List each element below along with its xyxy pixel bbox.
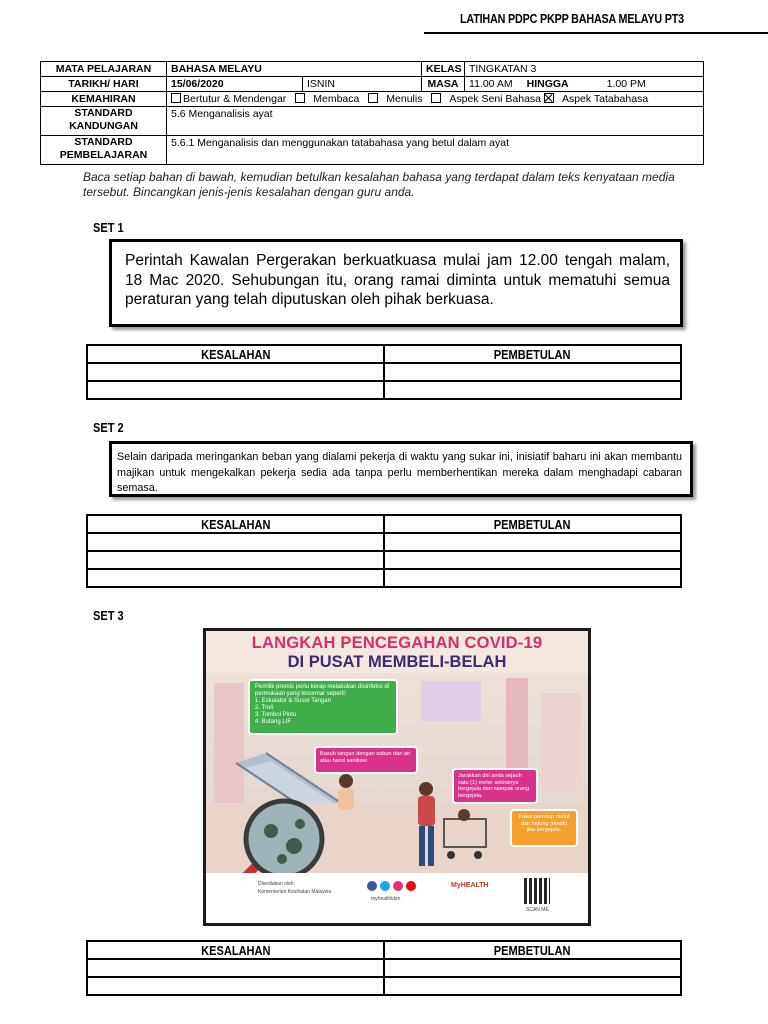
set-3-label: SET 3 bbox=[93, 608, 124, 623]
pembetulan-cell[interactable] bbox=[384, 551, 681, 569]
set-3-answer-table bbox=[86, 940, 682, 996]
mask-info-box: Pakai penutup mulut dan hidung (mask) jika bergejala. bbox=[510, 809, 578, 847]
kelas-label: KELAS bbox=[422, 62, 465, 77]
kemahiran-option-label: Bertutur & Mendengar bbox=[183, 93, 287, 105]
kesalahan-cell[interactable] bbox=[87, 569, 384, 587]
set-1-answer-table bbox=[86, 344, 682, 400]
masa-label: MASA bbox=[422, 77, 465, 92]
handwash-info-box: Basuh tangan dengan sabun dan air atau hand sanitizer. bbox=[314, 746, 418, 774]
kemahiran-option-label: Menulis bbox=[386, 93, 423, 105]
masa-start: 11.00 AM bbox=[469, 78, 513, 90]
social-icons bbox=[366, 879, 426, 893]
set-1-text-box: Perintah Kawalan Pergerakan berkuatkuasa mulai jam 12.00 tengah malam, 18 Mac 2020. Sehubungan itu, orang ramai diminta untuk mematuhi semua peraturan yang telah diputuskan oleh pihak berkuasa. bbox=[109, 239, 683, 327]
poster-footer bbox=[206, 873, 588, 923]
kesalahan-cell[interactable] bbox=[87, 363, 384, 381]
kemahiran-option-label: Membaca bbox=[313, 93, 360, 105]
kesalahan-cell[interactable] bbox=[87, 551, 384, 569]
pembetulan-header-text: PEMBETULAN bbox=[494, 942, 571, 958]
pembetulan-header-text: PEMBETULAN bbox=[494, 516, 571, 532]
kemahiran-option-label: Aspek Tatabahasa bbox=[561, 93, 649, 105]
standard-kandungan-label-line2: KANDUNGAN bbox=[69, 120, 138, 132]
masa-end: 1.00 PM bbox=[606, 78, 646, 90]
hari-value: ISNIN bbox=[303, 77, 422, 92]
hingga-label: HINGGA bbox=[526, 78, 569, 90]
standard-kandungan-label bbox=[41, 107, 167, 136]
checkbox-membaca[interactable] bbox=[295, 93, 305, 103]
poster-title-line2: DI PUSAT MEMBELI-BELAH bbox=[287, 653, 507, 671]
standard-kandungan-label-line1: STANDARD bbox=[74, 107, 133, 119]
set-2-label: SET 2 bbox=[93, 420, 124, 435]
kesalahan-header-text: KESALAHAN bbox=[200, 942, 271, 958]
green-item: 2. Troli bbox=[255, 705, 274, 711]
pembetulan-header bbox=[384, 941, 681, 959]
set-2-answer-table bbox=[86, 514, 682, 588]
kemahiran-options bbox=[167, 92, 704, 107]
shoppers-illustration bbox=[326, 771, 506, 886]
footer-handle: myhealthkkm bbox=[371, 896, 401, 902]
covid-poster bbox=[203, 628, 591, 926]
green-intro: Pemilik premis perlu kerap melakukan disinfeksi di permukaan yang tercemar seperti: bbox=[255, 684, 390, 697]
checkbox-seni-bahasa[interactable] bbox=[431, 93, 441, 103]
green-item: 3. Tombol Pintu bbox=[255, 712, 297, 718]
checkbox-menulis[interactable] bbox=[368, 93, 378, 103]
disinfection-info-box bbox=[248, 679, 398, 735]
footer-scan-me: SCAN ME bbox=[526, 907, 549, 913]
pembetulan-cell[interactable] bbox=[384, 977, 681, 995]
checkbox-bertutur[interactable] bbox=[171, 93, 181, 103]
kesalahan-cell[interactable] bbox=[87, 533, 384, 551]
green-item: 4. Butang LIF bbox=[255, 719, 292, 725]
pembetulan-cell[interactable] bbox=[384, 959, 681, 977]
instruction-text: Baca setiap bahan di bawah, kemudian betulkan kesalahan bahasa yang terdapat dalam teks kenyataan media tersebut. Bincangkan jenis-jenis kesalahan dengan guru anda. bbox=[83, 170, 675, 199]
kesalahan-cell[interactable] bbox=[87, 977, 384, 995]
checkbox-tatabahasa[interactable] bbox=[544, 93, 554, 103]
standard-pembelajaran-label-line2: PEMBELAJARAN bbox=[59, 149, 148, 161]
mata-pelajaran-label: MATA PELAJARAN bbox=[41, 62, 167, 77]
kesalahan-header bbox=[87, 941, 384, 959]
standard-pembelajaran-value: 5.6.1 Menganalisis dan menggunakan tatabahasa yang betul dalam ayat bbox=[167, 136, 704, 165]
footer-prepared-by: Disediakan oleh: bbox=[258, 881, 295, 887]
qr-code-icon bbox=[524, 878, 550, 904]
pembetulan-cell[interactable] bbox=[384, 381, 681, 399]
kelas-value: TINGKATAN 3 bbox=[465, 62, 704, 77]
set-2-text-box: Selain daripada meringankan beban yang dialami pekerja di waktu yang sukar ini, inisiatif baharu ini akan membantu majikan untuk mengekalkan pekerja sedia ada tanpa perlu memberhentikan mereka dalam menghadapi cabaran semasa. bbox=[109, 441, 693, 497]
header-rule bbox=[424, 32, 768, 34]
pembetulan-cell[interactable] bbox=[384, 533, 681, 551]
pembetulan-header bbox=[384, 515, 681, 533]
kesalahan-header bbox=[87, 345, 384, 363]
kesalahan-cell[interactable] bbox=[87, 959, 384, 977]
set-1-label: SET 1 bbox=[93, 220, 124, 235]
myhealth-logo: MyHEALTH bbox=[451, 882, 489, 889]
standard-kandungan-value: 5.6 Menganalisis ayat bbox=[167, 107, 704, 136]
lesson-info-table bbox=[40, 61, 704, 165]
kesalahan-header-text: KESALAHAN bbox=[200, 346, 271, 362]
pembetulan-header bbox=[384, 345, 681, 363]
distance-info-box: Jarakkan diri anda sejauh satu (1) meter sekiranya bergejala dan nampak orang bergejala. bbox=[452, 768, 538, 804]
tarikh-label: TARIKH/ HARI bbox=[41, 77, 167, 92]
kemahiran-option-label: Aspek Seni Bahasa bbox=[449, 93, 542, 105]
green-item: 1. Eskalator & Susur Tangan bbox=[255, 698, 331, 704]
kesalahan-header-text: KESALAHAN bbox=[200, 516, 271, 532]
kesalahan-cell[interactable] bbox=[87, 381, 384, 399]
pembetulan-cell[interactable] bbox=[384, 569, 681, 587]
kesalahan-header bbox=[87, 515, 384, 533]
standard-pembelajaran-label-line1: STANDARD bbox=[74, 136, 133, 148]
pembetulan-cell[interactable] bbox=[384, 363, 681, 381]
kemahiran-label: KEMAHIRAN bbox=[41, 92, 167, 107]
standard-pembelajaran-label bbox=[41, 136, 167, 165]
pembetulan-header-text: PEMBETULAN bbox=[494, 346, 571, 362]
document-header-title: LATIHAN PDPC PKPP BAHASA MELAYU PT3 bbox=[460, 12, 684, 26]
tarikh-value: 15/06/2020 bbox=[167, 77, 303, 92]
mata-pelajaran-value: BAHASA MELAYU bbox=[167, 62, 422, 77]
masa-cell bbox=[465, 77, 704, 92]
poster-title-line1: LANGKAH PENCEGAHAN COVID-19 bbox=[251, 634, 543, 652]
footer-ministry: Kementerian Kesihatan Malaysia bbox=[258, 889, 332, 895]
